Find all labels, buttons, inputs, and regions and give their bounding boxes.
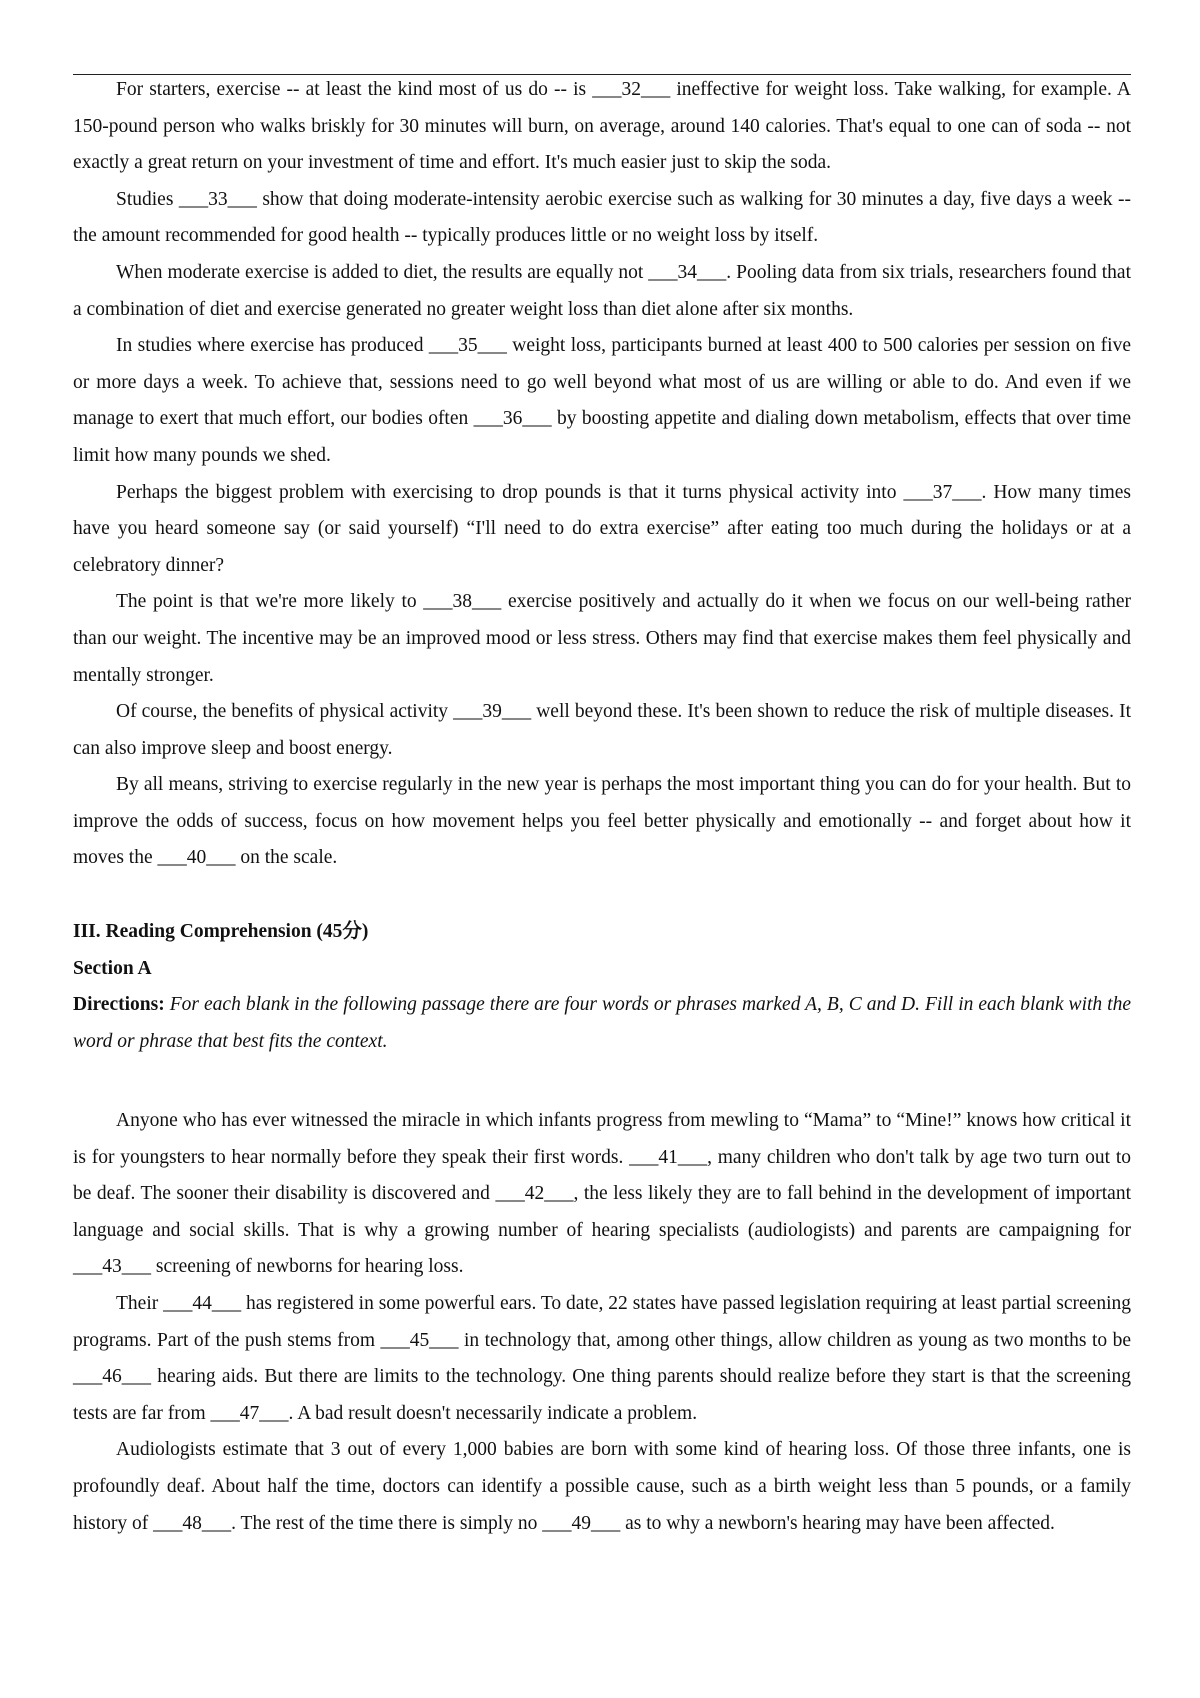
passage2-paragraph: Anyone who has ever witnessed the miracle in which infants progress from mewling to “Mama” to “Mine!” knows how critical it is for youngsters to hear normally before they speak their first words. ___41___, many children who don't talk by age two turn out to be deaf. The sooner their disability is discovered and ___42___, the less likely they are to fall behind in the development of important language and social skills. That is why a growing number of hearing specialists (audiologists) and parents are campaigning for ___43___ screening of newborns for hearing loss. [73,1110,1131,1278]
cloze-passage-2 [73,1103,1131,1542]
passage1-paragraph: Perhaps the biggest problem with exercising to drop pounds is that it turns physical activity into ___37___. How many times have you heard someone say (or said yourself) “I'll need to do extra exercise” after eating too much during the holidays or at a celebratory dinner? [73,481,1131,576]
passage1-paragraph: Of course, the benefits of physical activity ___39___ well beyond these. It's been shown to reduce the risk of multiple diseases. It can also improve sleep and boost energy. [73,701,1131,759]
passage1-paragraph: Studies ___33___ show that doing moderate-intensity aerobic exercise such as walking for 30 minutes a day, five days a week -- the amount recommended for good health -- typically produces little or no weight loss by itself. [73,188,1131,247]
part-heading: III. Reading Comprehension (45分) [73,921,369,942]
reading-comprehension-header [73,914,1131,1060]
section-heading: Section A [73,957,152,979]
passage1-paragraph: In studies where exercise has produced ___35___ weight loss, participants burned at least 400 to 500 calories per session on five or more days a week. To achieve that, sessions need to go well beyond what most of us are willing or able to do. And even if we manage to exert that much effort, our bodies often ___36___ by boosting appetite and dialing down metabolism, effects that over time limit how many pounds we shed. [73,335,1131,466]
passage2-paragraph: Their ___44___ has registered in some powerful ears. To date, 22 states have passed legislation requiring at least partial screening programs. Part of the push stems from ___45___ in technology that, among other things, allow children as young as two months to be ___46___ hearing aids. But there are limits to the technology. One thing parents should realize before they start is that the screening tests are far from ___47___. A bad result doesn't necessarily indicate a problem. [73,1292,1131,1424]
passage1-paragraph: For starters, exercise -- at least the kind most of us do -- is ___32___ ineffective for weight loss. Take walking, for example. A 150-pound person who walks briskly for 30 minutes will burn, on average, around 140 calories. That's equal to one can of soda -- not exactly a great return on your investment of time and effort. It's much easier just to skip the soda. [73,79,1131,174]
passage1-paragraph: When moderate exercise is added to diet, the results are equally not ___34___. Pooling data from six trials, researchers found that a combination of diet and exercise generated no greater weight loss than diet alone after six months. [73,261,1131,320]
passage1-paragraph: The point is that we're more likely to ___38___ exercise positively and actually do it when we focus on our well-being rather than our weight. The incentive may be an improved mood or less stress. Others may find that exercise makes them feel physically and mentally stronger. [73,591,1131,686]
passage2-paragraph: Audiologists estimate that 3 out of every 1,000 babies are born with some kind of hearing loss. Of those three infants, one is profoundly deaf. About half the time, doctors can identify a possible cause, such as a birth weight less than 5 pounds, or a family history of ___48___. The rest of the time there is simply no ___49___ as to why a newborn's hearing may have been affected. [73,1439,1131,1534]
cloze-passage-1 [73,72,1131,877]
directions [73,987,1131,1060]
passage1-paragraph: By all means, striving to exercise regularly in the new year is perhaps the most important thing you can do for your health. But to improve the odds of success, focus on how movement helps you feel better physically and emotionally -- and forget about how it moves the ___40___ on the scale. [73,774,1131,869]
directions-label: Directions: [73,994,165,1016]
directions-text: For each blank in the following passage there are four words or phrases marked A, B, C and D. Fill in each blank with the word or phrase that best fits the context. [73,994,1131,1052]
